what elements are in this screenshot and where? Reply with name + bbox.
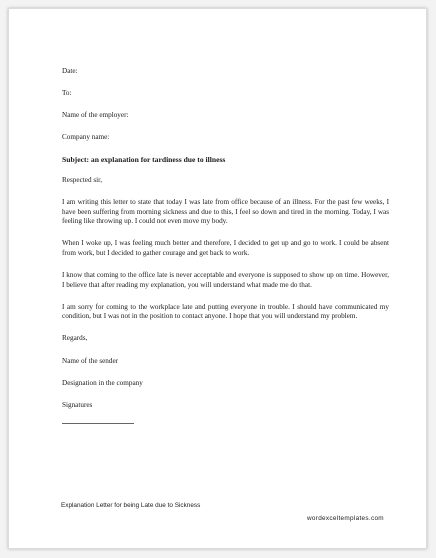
body-paragraph-4: I am sorry for coming to the workplace late and putting everyone in trouble. I should have communicated my condition, but I was not in the position to contact anyone. I hope that you will understand my problem. [62, 302, 389, 321]
to-label: To: [62, 89, 72, 98]
employer-name-label: Name of the employer: [62, 111, 129, 120]
closing: Regards, [62, 334, 88, 343]
salutation: Respected sir, [62, 175, 103, 184]
sender-name-label: Name of the sender [62, 356, 119, 365]
signature-label: Signatures [62, 400, 93, 409]
body-paragraph-1: I am writing this letter to state that today I was late from office because of an illness. For the past few weeks, I have been suffering from morning sickness and due to this, I feel so down and tired in the morning. Today, I was feeling like throwing up. I could not even move my body. [62, 198, 389, 226]
letter-page [8, 8, 427, 549]
letter-body [62, 67, 389, 424]
company-name-label: Company name: [62, 133, 110, 142]
subject-line: Subject: an explanation for tardiness due to illness [62, 155, 226, 165]
designation-label: Designation in the company [62, 378, 143, 387]
footer-website: wordexceltemplates.com [307, 515, 384, 522]
footer-title: Explanation Letter for being Late due to Sickness [61, 502, 201, 509]
signature-line [62, 423, 134, 424]
body-paragraph-2: When I woke up, I was feeling much better and therefore, I decided to get up and go to work. I could be absent from work, but I decided to gather courage and get back to work. [62, 239, 389, 257]
body-paragraph-3: I know that coming to the office late is never acceptable and everyone is supposed to show up on time. However, I believe that after reading my explanation, you will understand what made me do that. [62, 271, 389, 289]
date-label: Date: [62, 67, 78, 75]
